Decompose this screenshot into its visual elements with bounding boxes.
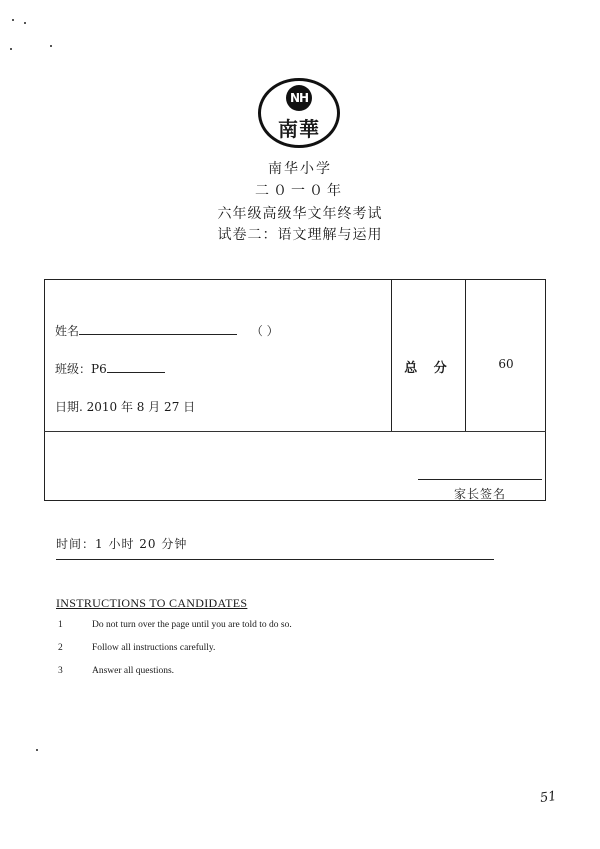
table-border-top [44,279,546,280]
scan-speck [50,45,52,47]
instruction-text: Answer all questions. [92,666,175,676]
parent-signature-label: 家长签名 [453,487,506,501]
instruction-number: 3 [58,666,63,676]
paper-title: 试卷二：语文理解与运用 [217,227,383,243]
table-row-divider [44,431,546,432]
table-border-left [44,279,45,501]
total-score-label: 总 分 [404,361,453,376]
total-score-value: 60 [498,357,514,371]
scan-speck [10,48,12,50]
table-col-divider [391,279,392,431]
instruction-text: Do not turn over the page until you are told to do so. [92,620,292,630]
scan-speck [12,19,14,21]
instruction-item [58,666,174,676]
instruction-number: 1 [58,620,63,630]
table-col-divider [465,279,466,431]
index-number-paren: （ ） [250,324,279,338]
scan-speck [24,22,26,24]
exam-duration: 时间：1 小时 20 分钟 [56,537,188,551]
parent-signature-line[interactable] [418,479,542,480]
name-blank[interactable] [79,322,237,335]
instructions-title: INSTRUCTIONS TO CANDIDATES [56,596,248,610]
exam-title: 六年级高级华文年终考试 [217,206,383,222]
name-field[interactable] [55,322,279,339]
date-field: 日期. 2010 年 8 月 27 日 [55,400,196,414]
class-field[interactable] [55,360,165,377]
exam-year: 二０一０年 [255,183,345,199]
class-label: 班级：P6 [55,362,107,376]
page-number: 51 [539,788,558,807]
instruction-number: 2 [58,643,63,653]
school-logo [258,78,340,148]
school-name: 南华小学 [268,161,332,177]
logo-name: 南華 [278,117,320,141]
table-border-right [545,279,546,501]
name-label: 姓名 [55,324,80,338]
instruction-item [58,643,215,653]
scan-speck [36,749,38,751]
logo-mark: NH [286,85,312,111]
divider-line [56,559,494,560]
instruction-item [58,620,292,630]
class-blank[interactable] [107,360,165,373]
instruction-text: Follow all instructions carefully. [92,643,216,653]
